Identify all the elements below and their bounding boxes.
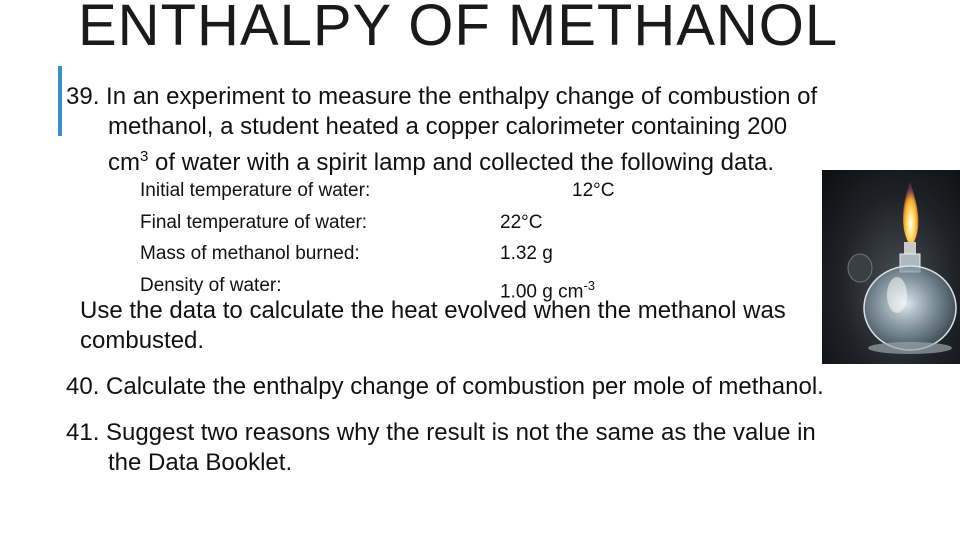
slide-title: ENTHALPY OF METHANOL	[78, 0, 839, 58]
question-40-text: Calculate the enthalpy change of combustion per mole of methanol.	[106, 373, 824, 400]
data-label: Initial temperature of water:	[140, 180, 371, 201]
spirit-lamp-photo	[822, 170, 960, 364]
use-data-instruction	[80, 296, 840, 356]
data-value-text: 1.00 g cm	[500, 280, 584, 302]
spirit-lamp-illustration	[822, 170, 960, 364]
question-41-number: 41.	[66, 419, 100, 446]
question-41-line1: Suggest two reasons why the result is not the same as the value in	[106, 419, 816, 446]
question-41-line2: the Data Booklet.	[108, 449, 293, 476]
data-value: 1.32 g	[500, 243, 553, 264]
question-40-number: 40.	[66, 373, 100, 400]
question-40	[66, 372, 946, 402]
data-value-sup: -3	[583, 277, 595, 293]
data-label: Final temperature of water:	[140, 211, 368, 233]
question-39	[66, 82, 946, 178]
question-39-line3-pre: cm	[108, 149, 140, 176]
data-label: Mass of methanol burned:	[140, 243, 360, 264]
data-value: 12°C	[572, 180, 615, 201]
question-39-line3-post: of water with a spirit lamp and collected the following data.	[148, 149, 775, 176]
use-data-line2: combusted.	[80, 327, 205, 354]
data-label: Density of water:	[140, 274, 282, 296]
accent-bar	[58, 66, 62, 136]
question-41	[66, 418, 946, 478]
question-39-line3-sup: 3	[140, 148, 149, 165]
question-39-line1: In an experiment to measure the enthalpy change of combustion of	[106, 83, 818, 110]
question-39-line2: methanol, a student heated a copper calorimeter containing 200	[108, 113, 788, 140]
question-39-number: 39.	[66, 83, 100, 110]
use-data-line1: Use the data to calculate the heat evolved when the methanol was	[80, 297, 786, 324]
data-value: 22°C	[500, 211, 543, 233]
